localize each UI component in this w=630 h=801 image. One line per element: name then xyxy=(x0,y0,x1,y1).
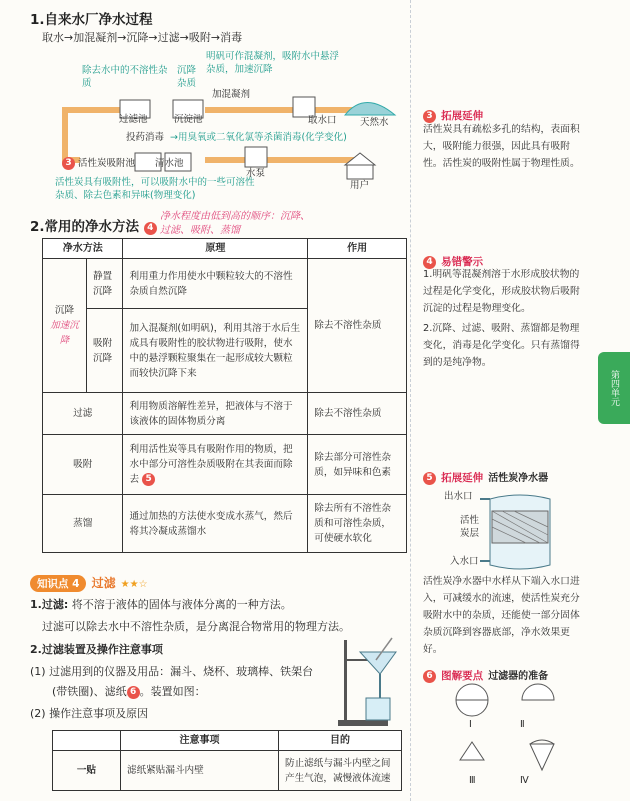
purification-table xyxy=(42,238,407,553)
ops-th-item: 注意事项 xyxy=(121,731,279,751)
marker-6: 6 xyxy=(127,686,140,699)
fig-label-2: Ⅱ xyxy=(520,719,525,730)
cell-filter-principle: 利用物质溶解性差异，把液体与不溶于该液体的固体物质分离 xyxy=(123,393,308,435)
side-s4-2: 2.沉降、过滤、吸附、蒸馏都是物理变化，消毒是化学变化。只有蒸馏得到的是纯净物。 xyxy=(423,323,580,368)
column-divider xyxy=(410,0,411,801)
carbon-purifier-figure xyxy=(480,485,560,575)
label-inlet: 入水口 xyxy=(450,556,479,567)
side-s6-head: 6 图解要点 过滤器的准备 xyxy=(423,664,548,683)
label-intake: 取水口 xyxy=(308,115,337,126)
note-carbon: 活性炭具有吸附性，可以吸附水中的一些可溶性杂质、除去色素和异味(物理变化) xyxy=(55,177,255,201)
label-carbon-layer: 活性炭层 xyxy=(460,515,480,539)
side-s4-1: 1.明矾等混凝剂溶于水形成胶状物的过程是化学变化，形成胶状物后吸附沉淀的过程是物理变化。 xyxy=(423,269,580,314)
ops-row1-name: 一贴 xyxy=(53,751,121,791)
filter-ops-title: (2) 操作注意事项及原因 xyxy=(30,707,149,720)
note-disinfect: →用臭氧或二氧化氯等杀菌消毒(化学变化) xyxy=(170,132,347,143)
cell-adsorb: 吸附 xyxy=(43,435,123,495)
th-method: 净水方法 xyxy=(43,239,123,259)
cell-distill-effect: 除去所有不溶性杂质和可溶性杂质，可使硬水软化 xyxy=(308,495,407,553)
natural-water-shape xyxy=(345,103,395,116)
ops-row1-item: 滤纸紧贴漏斗内壁 xyxy=(121,751,279,791)
side-s5-text: 活性炭净水器中水样从下端入水口进入，可减缓水的流速，使活性炭充分吸附水中的杂质，还能使一部分固体杂质沉降到容器底部，净水效果更好。 xyxy=(423,576,580,655)
cell-distill-principle: 通过加热的方法使水变成水蒸气，然后将其冷凝成蒸馏水 xyxy=(123,495,308,553)
label-disinfect: 投药消毒 xyxy=(126,132,165,143)
filter-def: 1.过滤: 将不溶于液体的固体与液体分离的一种方法。 xyxy=(30,598,292,611)
cell-filter-effect: 除去不溶性杂质 xyxy=(308,393,407,435)
cell-adsorb-settle: 吸附沉降 xyxy=(86,309,123,393)
marker-3: 3 xyxy=(62,157,75,170)
fig-label-3: Ⅲ xyxy=(469,775,476,786)
cell-adsorb2-effect: 除去部分可溶性杂质，如异味和色素 xyxy=(308,435,407,495)
marker-4: 4 xyxy=(144,222,157,235)
unit-tab[interactable]: 第四单元 xyxy=(598,352,630,424)
ops-row1-goal: 防止滤纸与漏斗内壁之间产生气泡，减慢液体流速 xyxy=(279,751,402,791)
side-s5-head: 5 拓展延伸 活性炭净水器 xyxy=(423,466,548,485)
process-flow: 取水→加混凝剂→沉降→过滤→吸附→消毒 xyxy=(42,31,243,44)
side-s3-text: 活性炭具有疏松多孔的结构，表面积大，吸附能力很强，因此具有吸附性。活性炭的吸附性属于物理性质。 xyxy=(423,124,580,169)
note-settle: 沉降杂质 xyxy=(177,65,197,89)
filter-apparatus-figure xyxy=(330,630,405,730)
label-carbon-pool: 3 活性炭吸附池 xyxy=(62,157,135,170)
cell-adsorb2-principle: 利用活性炭等具有吸附作用的物质，把水中部分可溶性杂质吸附在其表面而除去 5 xyxy=(123,435,308,495)
filter-tools: (1) 过滤用到的仪器及用品：漏斗、烧杯、玻璃棒、铁架台 xyxy=(30,665,314,678)
label-filter-pool: 过滤池 xyxy=(119,114,148,125)
note-filter: 除去水中的不溶性杂质 xyxy=(82,65,168,89)
th-effect: 作用 xyxy=(308,239,407,259)
label-settle-pool: 沉淀池 xyxy=(174,114,203,125)
label-outlet: 出水口 xyxy=(444,491,473,502)
cell-settle-effect: 除去不溶性杂质 xyxy=(308,259,407,393)
note-alum: 明矾可作混凝剂，吸附水中悬浮杂质，加速沉降 xyxy=(206,51,340,75)
filter-tools-b: (带铁圈)、滤纸 6 。装置如图： xyxy=(52,685,206,698)
cell-static-principle: 利用重力作用使水中颗粒较大的不溶性杂质自然沉降 xyxy=(123,259,308,309)
filter-def-b: 过滤可以除去水中不溶性杂质，是分离混合物常用的物理方法。 xyxy=(42,620,350,633)
handnote-order: 净水程度由低到高的顺序：沉降、过滤、吸附、蒸馏 xyxy=(160,211,310,236)
label-pump: 水泵 xyxy=(246,168,266,179)
side-s4-head: 4 易错警示 xyxy=(423,250,483,269)
label-user: 用户 xyxy=(350,180,370,191)
cell-filter: 过滤 xyxy=(43,393,123,435)
ops-table xyxy=(52,730,402,791)
ops-th-goal: 目的 xyxy=(279,731,402,751)
side-s3-head: 3 拓展延伸 xyxy=(423,104,483,123)
knowledge-heading: 知识点 4 过滤 ★★☆ xyxy=(30,572,148,592)
label-natural: 天然水 xyxy=(360,117,389,128)
filter-setup-title: 2.过滤装置及操作注意事项 xyxy=(30,643,163,656)
label-coag: 加混凝剂 xyxy=(212,89,251,100)
cell-adsorb-principle: 加入混凝剂(如明矾)，利用其溶于水后生成具有吸附性的胶状物进行吸附，使水中的悬浮颗粒聚集在一起形成较大颗粒而较快沉降下来 xyxy=(123,309,308,393)
marker-5: 5 xyxy=(142,473,155,486)
th-principle: 原理 xyxy=(123,239,308,259)
cell-settle: 沉降 加速沉降 xyxy=(43,259,87,393)
filter-paper-steps xyxy=(440,680,590,795)
fig-label-4: Ⅳ xyxy=(520,775,529,786)
section2-title: 2.常用的净水方法 4 xyxy=(30,215,157,235)
label-clean: 清水池 xyxy=(155,158,184,169)
pump-shape xyxy=(245,147,267,167)
knowledge-tag: 知识点 4 xyxy=(30,575,86,592)
cell-static: 静置沉降 xyxy=(86,259,123,309)
section1-title: 1.自来水厂净水过程 xyxy=(30,12,153,28)
fig-label-1: Ⅰ xyxy=(469,719,472,730)
cell-distill: 蒸馏 xyxy=(43,495,123,553)
